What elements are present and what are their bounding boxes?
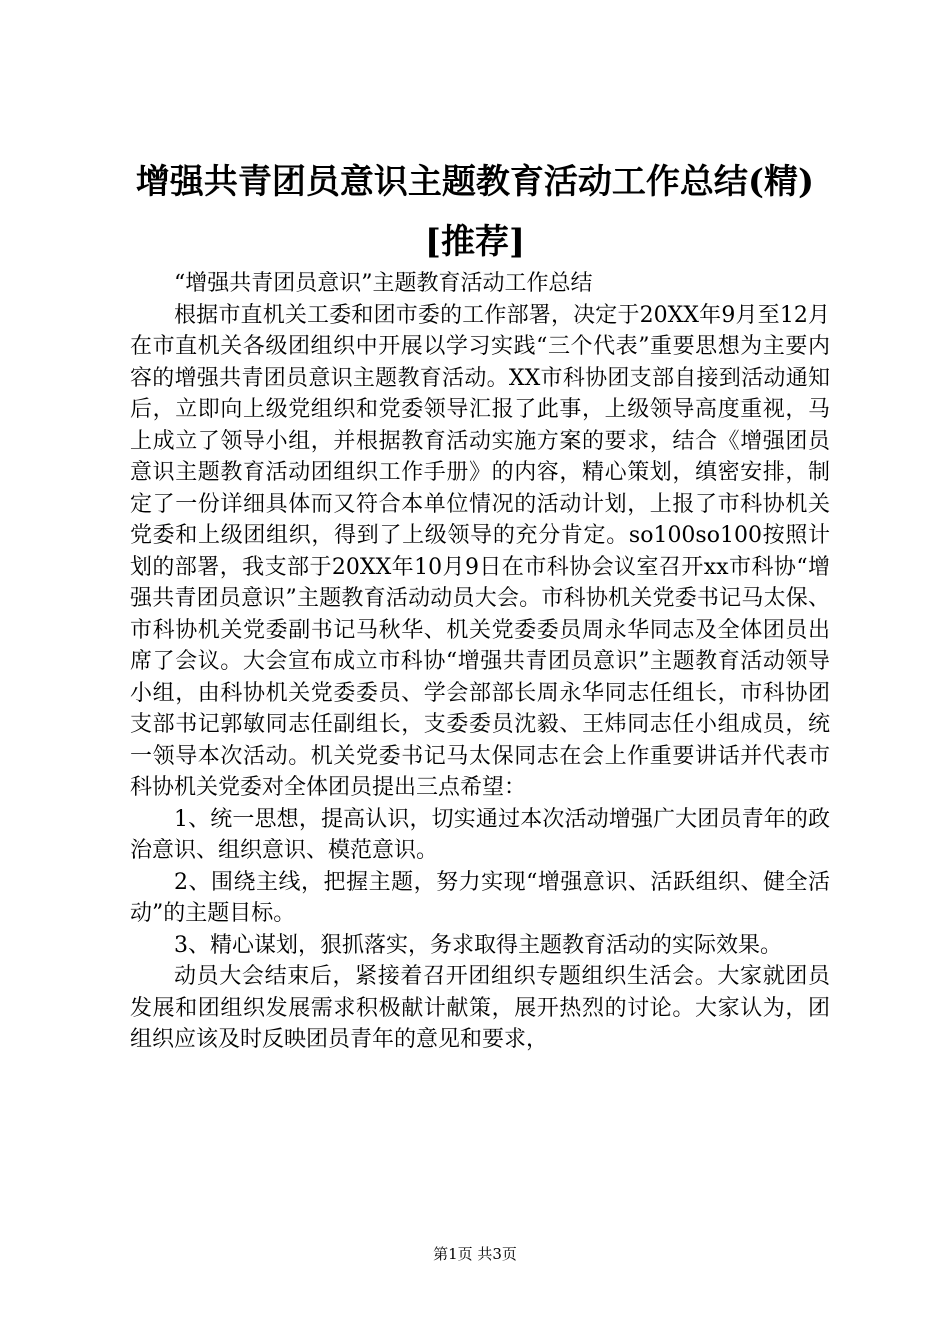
document-title-tag: [推荐] <box>424 222 526 262</box>
body-paragraph-point-1: 1、统一思想，提高认识，切实通过本次活动增强广大团员青年的政治意识、组织意识、模范意识。 <box>130 806 830 863</box>
page-footer: 第1页 共3页 <box>433 1245 517 1263</box>
body-paragraph-point-3: 3、精心谋划，狠抓落实，务求取得主题教育活动的实际效果。 <box>174 932 782 958</box>
body-paragraph: 动员大会结束后，紧接着召开团组织专题组织生活会。大家就团员发展和团组织发展需求积极献计献策，展开热烈的讨论。大家认为，团组织应该及时反映团员青年的意见和要求， <box>130 964 830 1052</box>
body-paragraph-point-2: 2、围绕主线，把握主题，努力实现“增强意识、活跃组织、健全活动”的主题目标。 <box>130 869 830 926</box>
document-body <box>130 268 830 1056</box>
body-paragraph: 根据市直机关工委和团市委的工作部署，决定于20XX年9月至12月在市直机关各级团组织中开展以学习实践“三个代表”重要思想为主要内容的增强共青团员意识主题教育活动。XX市科协团支部自接到活动通知后，立即向上级党组织和党委领导汇报了此事，上级领导高度重视，马上成立了领导小组，并根据教育活动实施方案的要求，结合《增强团员意识主题教育活动团组织工作手册》的内容，精心策划，缜密安排，制定了一份详细具体而又符合本单位情况的活动计划，上报了市科协机关党委和上级团组织，得到了上级领导的充分肯定。so100so100按照计划的部署，我支部于20XX年10月9日在市科协会议室召开xx市科协“增强共青团员意识”主题教育活动动员大会。市科协机关党委书记马太保、市科协机关党委副书记马秋华、机关党委委员周永华同志及全体团员出席了会议。大会宣布成立市科协“增强共青团员意识”主题教育活动领导小组，由科协机关党委委员、学会部部长周永华同志任组长，市科协团支部书记郭敏同志任副组长，支委委员沈毅、王炜同志任小组成员，统一领导本次活动。机关党委书记马太保同志在会上作重要讲话并代表市科协机关党委对全体团员提出三点希望： <box>130 302 830 800</box>
body-paragraph-subtitle: “增强共青团员意识”主题教育活动工作总结 <box>174 271 593 296</box>
document-title: 增强共青团员意识主题教育活动工作总结(精) <box>135 162 815 202</box>
